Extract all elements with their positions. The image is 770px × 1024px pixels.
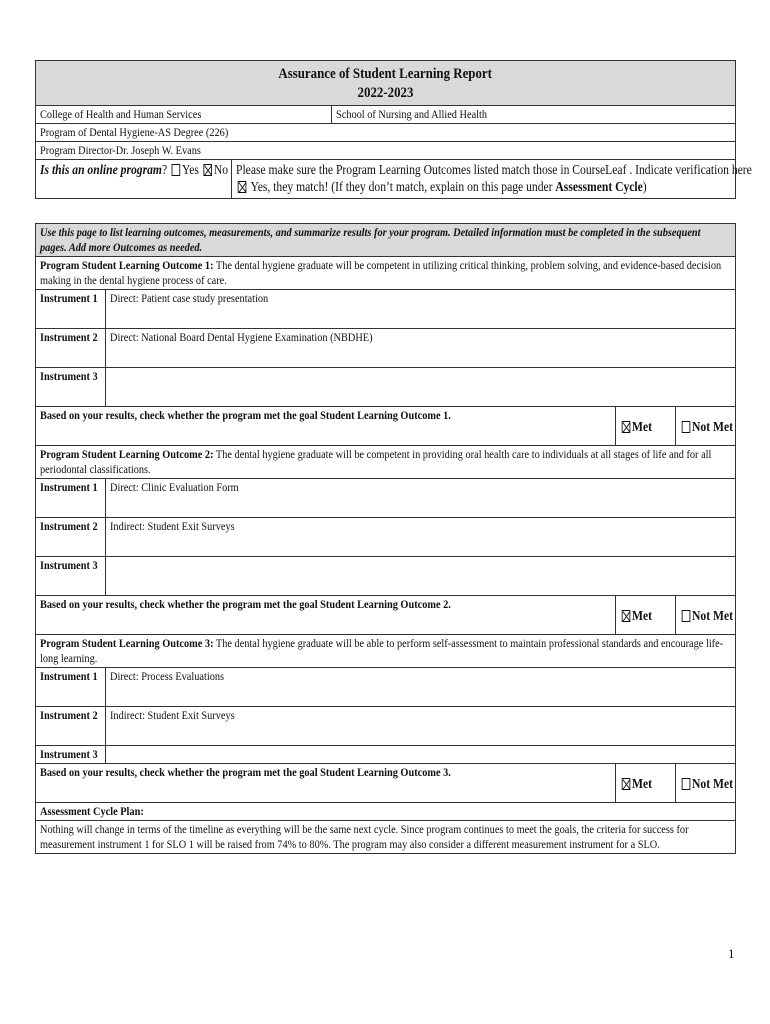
college-cell (36, 106, 332, 124)
outcome-1-not-met-checkbox[interactable] (682, 421, 691, 433)
instrument-label: Instrument 1 (40, 669, 98, 683)
instrument-label: Instrument 3 (40, 558, 98, 572)
outcome-3-instrument-1-value-cell (106, 668, 736, 707)
cycle-text-cell (36, 821, 736, 854)
outcome-1-text: The dental hygiene graduate will be competent in utilizing critical thinking, problem solving, and evidence-based decision making in the dental hygiene process of care. (40, 258, 722, 287)
instructions-cell (36, 224, 736, 257)
online-no-checkbox[interactable] (204, 164, 213, 176)
online-question-mark: ? (161, 162, 168, 177)
outcome-1-instrument-3-label-cell (36, 368, 106, 407)
instrument-label: Instrument 1 (40, 480, 98, 494)
online-yes-label: Yes (182, 162, 199, 177)
outcome-3-not-met-cell (676, 764, 736, 803)
outcome-3-met-checkbox[interactable] (622, 778, 631, 790)
program-name: Program of Dental Hygiene-AS Degree (226) (40, 125, 229, 139)
outcome-2-instrument-1-label-cell (36, 479, 106, 518)
not-met-label: Not Met (692, 418, 733, 434)
director-cell (36, 142, 736, 160)
outcome-1-instrument-2-label-cell (36, 329, 106, 368)
outcome-3-instrument-1-label-cell (36, 668, 106, 707)
verification-checkbox[interactable] (238, 181, 247, 193)
program-cell (36, 124, 736, 142)
outcome-2-instrument-3-value-cell (106, 557, 736, 596)
school-name: School of Nursing and Allied Health (336, 107, 488, 121)
online-no-label: No (213, 162, 229, 177)
cycle-label: Assessment Cycle Plan: (40, 804, 144, 818)
outcome-1-label: Program Student Learning Outcome 1: (40, 258, 214, 272)
outcome-3-met-cell (616, 764, 676, 803)
not-met-label: Not Met (692, 607, 733, 623)
outcome-3-result-question-cell (36, 764, 616, 803)
program-director: Program Director-Dr. Joseph W. Evans (40, 143, 201, 157)
outcome-2-met-cell (616, 596, 676, 635)
verification-instruction: Please make sure the Program Learning Outcomes listed match those in CourseLeaf . Indicate verification here (236, 162, 752, 177)
report-header-table (35, 60, 736, 160)
outcome-2-result-question: Based on your results, check whether the program met the goal Student Learning Outcome 2. (40, 597, 451, 611)
outcomes-table (35, 223, 736, 854)
outcome-2-text: The dental hygiene graduate will be competent in providing oral health care to individuals at all stages of life and for all periodontal classifications. (40, 447, 712, 476)
outcome-3-instrument-2-value-cell (106, 707, 736, 746)
instrument-label: Instrument 1 (40, 291, 98, 305)
outcome-2-met-checkbox[interactable] (622, 610, 631, 622)
outcome-1-result-question-cell (36, 407, 616, 446)
instructions-text: Use this page to list learning outcomes, measurements, and summarize results for your program. Detailed information must be completed in the subsequent pages. Add more Outcomes as needed. (40, 225, 701, 254)
outcome-2-instrument-3-label-cell (36, 557, 106, 596)
instrument-value: Direct: Patient case study presentation (110, 291, 269, 305)
online-program-question: Is this an online program (40, 162, 162, 177)
outcome-3-instrument-3-label-cell (36, 746, 106, 764)
outcome-3-instrument-2-label-cell (36, 707, 106, 746)
outcome-3-cell (36, 635, 736, 668)
report-year: 2022-2023 (357, 85, 414, 101)
cycle-label-cell (36, 803, 736, 821)
met-label: Met (632, 607, 653, 623)
outcome-3-label: Program Student Learning Outcome 3: (40, 636, 214, 650)
outcome-1-met-checkbox[interactable] (622, 421, 631, 433)
outcome-2-instrument-2-label-cell (36, 518, 106, 557)
verification-cell (232, 160, 752, 199)
instrument-label: Instrument 2 (40, 519, 98, 533)
report-title-cell (36, 61, 736, 106)
online-program-cell (36, 160, 232, 199)
college-name: College of Health and Human Services (40, 107, 202, 121)
page-number: 1 (728, 946, 735, 961)
outcome-2-not-met-cell (676, 596, 736, 635)
outcome-1-cell (36, 257, 736, 290)
outcome-1-instrument-2-value-cell (106, 329, 736, 368)
instrument-label: Instrument 3 (40, 747, 98, 761)
outcome-3-result-question: Based on your results, check whether the program met the goal Student Learning Outcome 3. (40, 765, 451, 779)
verification-check-end: ) (642, 179, 647, 194)
verification-check-text: Yes, they match! (If they don’t match, explain on this page under (250, 179, 556, 194)
outcome-1-result-question: Based on your results, check whether the program met the goal Student Learning Outcome 1. (40, 408, 451, 422)
report-page (35, 60, 752, 854)
outcome-1-instrument-1-label-cell (36, 290, 106, 329)
outcome-2-not-met-checkbox[interactable] (682, 610, 691, 622)
outcome-1-instrument-3-value-cell (106, 368, 736, 407)
instrument-label: Instrument 3 (40, 369, 98, 383)
instrument-value: Indirect: Student Exit Surveys (110, 519, 235, 533)
outcome-2-cell (36, 446, 736, 479)
outcome-2-instrument-1-value-cell (106, 479, 736, 518)
cycle-text: Nothing will change in terms of the timeline as everything will be the same next cycle. Since program continues to meet the goals, the criteria for success for measurement instrument 1 for SLO 1 will be raised from 74% to 80%. The program may also consider a different measurement instrument for a SLO. (40, 822, 689, 851)
outcome-3-text: The dental hygiene graduate will be able to perform self-assessment to maintain professional standards and encourage life-long learning. (40, 636, 724, 665)
online-verification-table (35, 159, 752, 199)
instrument-value: Direct: Process Evaluations (110, 669, 225, 683)
online-yes-checkbox[interactable] (172, 164, 181, 176)
outcome-2-label: Program Student Learning Outcome 2: (40, 447, 214, 461)
instrument-value: Direct: Clinic Evaluation Form (110, 480, 239, 494)
instrument-label: Instrument 2 (40, 708, 98, 722)
verification-check-bold: Assessment Cycle (555, 179, 643, 194)
instrument-value: Direct: National Board Dental Hygiene Examination (NBDHE) (110, 330, 373, 344)
outcome-3-not-met-checkbox[interactable] (682, 778, 691, 790)
outcome-2-result-question-cell (36, 596, 616, 635)
met-label: Met (632, 775, 653, 791)
outcome-2-instrument-2-value-cell (106, 518, 736, 557)
not-met-label: Not Met (692, 775, 733, 791)
met-label: Met (632, 418, 653, 434)
instrument-label: Instrument 2 (40, 330, 98, 344)
school-cell (332, 106, 736, 124)
report-title: Assurance of Student Learning Report (278, 66, 493, 82)
outcome-3-instrument-3-value-cell (106, 746, 736, 764)
instrument-value: Indirect: Student Exit Surveys (110, 708, 235, 722)
outcome-1-not-met-cell (676, 407, 736, 446)
outcome-1-instrument-1-value-cell (106, 290, 736, 329)
outcome-1-met-cell (616, 407, 676, 446)
